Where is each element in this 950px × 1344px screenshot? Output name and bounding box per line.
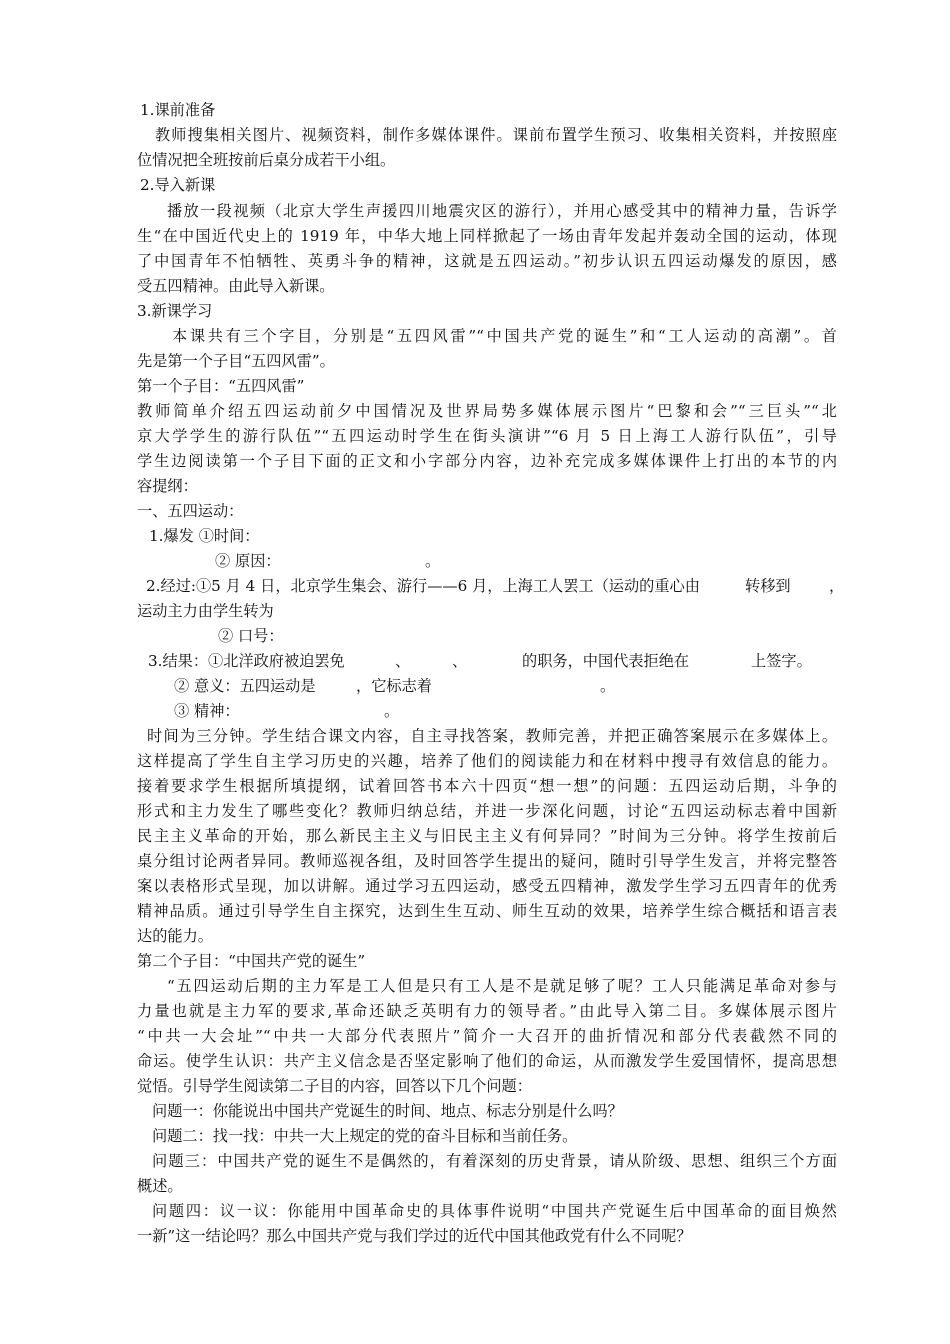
activity-para-line-4: 形式和主力发生了哪些变化？教师归纳总结，并进一步深化问题，讨论“五四运动标志着中国新 <box>137 802 837 820</box>
outline-3-result-sign: 上签字。 <box>751 652 812 670</box>
outline-1-cause-label: ② 原因： <box>215 552 281 570</box>
section-2-para-line-4: 受五四精神。由此导入新课。 <box>137 277 335 295</box>
subsection-2-para-line-3: “中共一大会址”“中共一大部分代表照片”简介一大召开的曲折情况和部分代表截然不同的 <box>137 1027 837 1045</box>
section-2-para-line-3: 了中国青年不怕牺牲、英勇斗争的精神，这就是五四运动。”初步认识五四运动爆发的原因，感 <box>137 252 837 270</box>
question-4-line-1: 问题四：议一议：你能用中国革命史的具体事件说明“中国共产党诞生后中国革命的面目焕然 <box>152 1202 837 1220</box>
subsection-1-para-line-1: 教师简单介绍五四运动前夕中国情况及世界局势多媒体展示图片“巴黎和会”“三巨头”“北 <box>137 402 837 420</box>
activity-para-line-9: 达的能力。 <box>137 927 213 945</box>
subsection-2-para-line-2: 力量也就是主力军的要求,革命还缺乏英明有力的领导者。”由此导入第二目。多媒体展示图片 <box>137 1002 837 1020</box>
section-3-para-line-1: 本课共有三个字目，分别是“五四风雷”“中国共产党的诞生”和“工人运动的高潮”。首 <box>172 327 837 345</box>
activity-para-line-7: 案以表格形式呈现，加以讲解。通过学习五四运动，感受五四精神，激发学生学习五四青年的优秀 <box>137 877 837 895</box>
outline-2-process-comma: ， <box>829 577 845 595</box>
section-2-title: 2.导入新课 <box>140 176 216 194</box>
subsection-1-para-line-3: 学生边阅读第一个子目下面的正文和小字部分内容，边补充完成多媒体课件上打出的本节的内 <box>137 452 837 470</box>
subsection-2-para-line-5: 觉悟。引导学生阅读第二子目的内容，回答以下几个问题： <box>137 1077 532 1095</box>
outline-3-result-sep-2: 、 <box>452 652 468 670</box>
outline-3-meaning-label: ② 意义：五四运动是 <box>174 677 316 695</box>
question-2: 问题二：找一找：中共一大上规定的党的奋斗目标和当前任务。 <box>152 1127 578 1145</box>
subsection-1-para-line-2: 京大学学生的游行队伍”“五四运动时学生在街头演讲”“6 月 5 日上海工人游行队伍”，引导 <box>137 427 837 445</box>
outline-2-slogan: ② 口号： <box>218 627 284 645</box>
outline-2-process-to: 转移到 <box>745 577 791 595</box>
outline-1-cause-end: 。 <box>425 552 441 570</box>
outline-3-spirit-label: ③ 精神： <box>174 702 240 720</box>
outline-3-meaning-end: 。 <box>600 677 616 695</box>
outline-3-result-sep-1: 、 <box>395 652 411 670</box>
section-3-para-line-2: 先是第一个子目“五四风雷”。 <box>137 352 335 370</box>
outline-3-spirit-end: 。 <box>384 702 400 720</box>
outline-1-time: 1.爆发 ①时间： <box>149 527 260 545</box>
question-1: 问题一：你能说出中国共产党诞生的时间、地点、标志分别是什么吗？ <box>152 1102 623 1120</box>
section-1-para-line-2: 位情况把全班按前后桌分成若干小组。 <box>137 151 396 169</box>
section-1-para-line-1: 教师搜集相关图片、视频资料，制作多媒体课件。课前布置学生预习、收集相关资料，并按照座 <box>155 126 837 144</box>
section-1-title: 1.课前准备 <box>140 101 216 119</box>
subsection-1-title: 第一个子目：“五四风雷” <box>137 377 305 395</box>
outline-3-result-refuse: 的职务，中国代表拒绝在 <box>522 652 690 670</box>
activity-para-line-3: 接着要求学生根据所填提纲，试着回答书本六十四页“想一想”的问题：五四运动后期，斗争的 <box>137 777 837 795</box>
outline-heading: 一、五四运动： <box>137 502 244 520</box>
activity-para-line-6: 桌分组讨论两者异同。教师巡视各组，及时回答学生提出的疑问，随时引导学生发言，并将完整答 <box>137 852 837 870</box>
subsection-2-title: 第二个子目：“中国共产党的诞生” <box>137 952 366 970</box>
outline-2-main-force: 运动主力由学生转为 <box>137 602 274 620</box>
outline-3-meaning-mark: ，它标志着 <box>356 677 432 695</box>
outline-3-result-text: 3.结果：①北洋政府被迫罢免 <box>148 652 345 670</box>
activity-para-line-8: 精神品质。通过引导学生自主探究，达到生生互动、师生互动的效果，培养学生综合概括和语言表 <box>137 902 837 920</box>
subsection-1-para-line-4: 容提纲： <box>137 477 198 495</box>
question-3-line-2: 概述。 <box>137 1177 183 1195</box>
section-2-para-line-2: 生“在中国近代史上的 1919 年，中华大地上同样掀起了一场由青年发起并轰动全国的运动，体现 <box>137 227 837 245</box>
subsection-2-para-line-1: “五四运动后期的主力军是工人但是只有工人是不是就足够了呢？工人只能满足革命对参与 <box>167 977 837 995</box>
section-2-para-line-1: 播放一段视频（北京大学生声援四川地震灾区的游行），并用心感受其中的精神力量，告诉学 <box>167 202 837 220</box>
section-3-title: 3.新课学习 <box>137 302 213 320</box>
question-3-line-1: 问题三：中国共产党的诞生不是偶然的，有着深刻的历史背景，请从阶级、思想、组织三个方面 <box>152 1152 837 1170</box>
subsection-2-para-line-4: 命运。使学生认识：共产主义信念是否坚定影响了他们的命运，从而激发学生爱国情怀，提高思想 <box>137 1052 837 1070</box>
activity-para-line-5: 民主主义革命的开始，那么新民主主义与旧民主主义有何异同？”时间为三分钟。将学生按前后 <box>137 827 837 845</box>
activity-para-line-1: 时间为三分钟。学生结合课文内容，自主寻找答案，教师完善，并把正确答案展示在多媒体上。 <box>147 727 837 745</box>
question-4-line-2: 一新”这一结论吗？那么中国共产党与我们学过的近代中国其他政党有什么不同呢？ <box>137 1227 692 1245</box>
activity-para-line-2: 这样提高了学生自主学习历史的兴趣，培养了他们的阅读能力和在材料中搜寻有效信息的能力。 <box>137 752 837 770</box>
outline-2-process-text: 2.经过:①5 月 4 日，北京学生集会、游行——6 月，上海工人罢工（运动的重心由 <box>146 577 700 595</box>
